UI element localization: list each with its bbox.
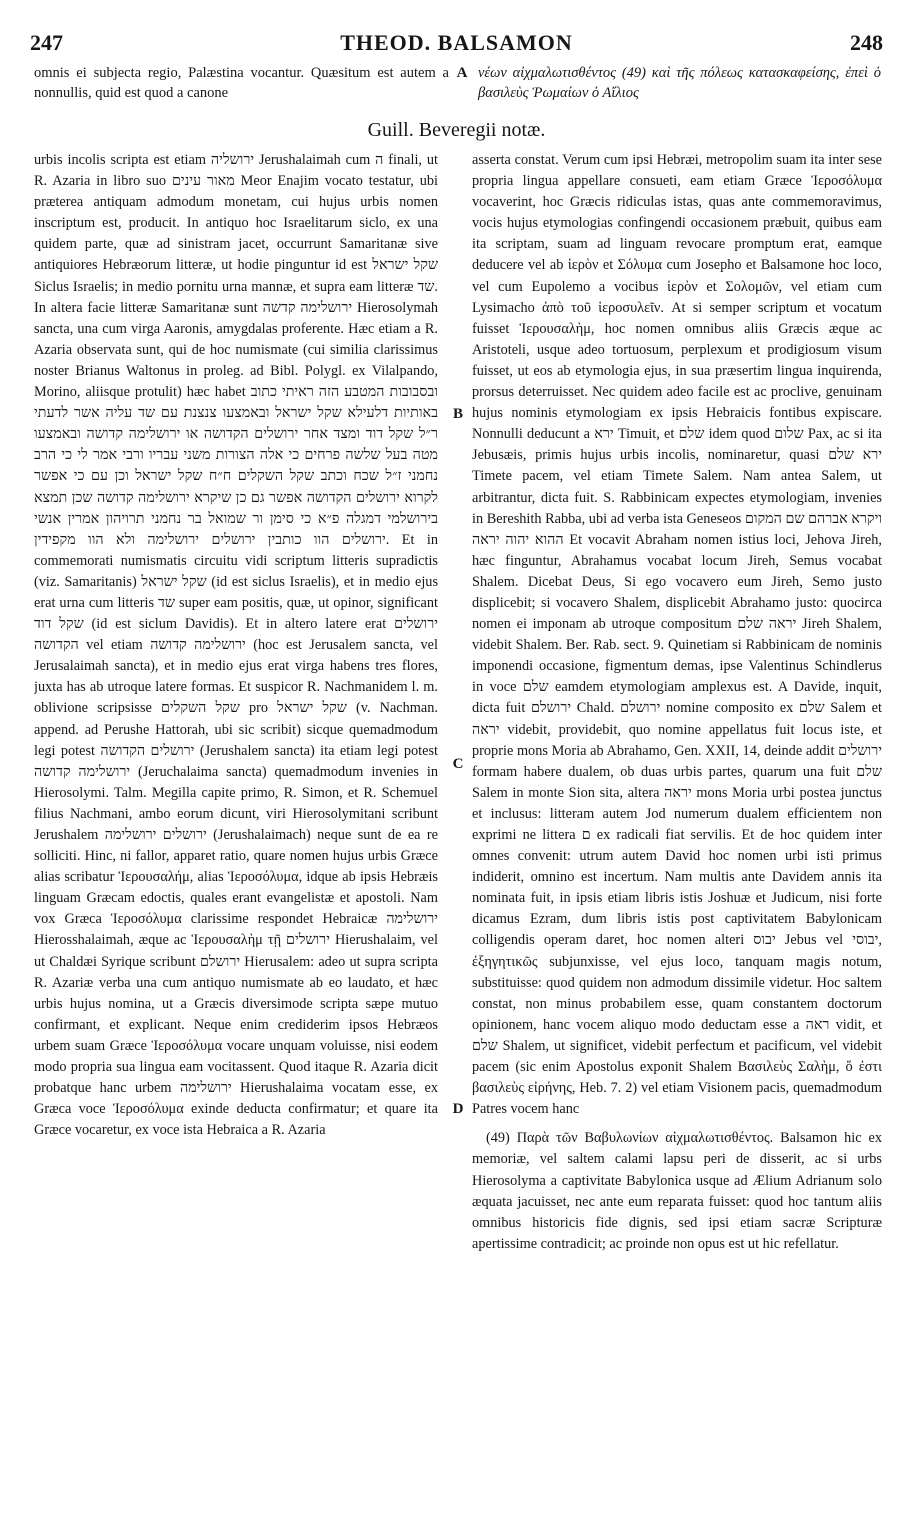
- top-text-block: [34, 63, 881, 109]
- right-page-number: 248: [850, 30, 883, 55]
- footnote-49: (49) Παρὰ τῶν Βαβυλωνίων αἰχμαλωτισθέντος. Balsamon hic ex memoriæ, vel saltem calami lapsu peri de disserit, ac si urbs Hierosolyma a captivitate Babylonica usque ad Ælium Adrianum solo æquata jacuisset, nec ante eum reparata fuisset: quod hoc tantum aliis omnibus historicis fide dignis, sed ipsi etiam sacræ Scripturæ apertissime contradicit; ac proinde non opus est ut hic refellatur.: [472, 1130, 882, 1252]
- section-title: Guill. Beveregii notæ.: [367, 119, 546, 141]
- page-title: THEOD. BALSAMON: [340, 30, 573, 55]
- margin-marker-d: D: [452, 1101, 464, 1117]
- running-header: [30, 30, 883, 60]
- top-right-greek-text: νέων αἰχμαλωτισθέντος (49) καὶ τῆς πόλεως κατασκαφείσης, ἐπεὶ ὁ βασιλεὺς Ῥωμαίων ὁ Αἴλιος: [478, 65, 881, 101]
- right-column: [472, 150, 882, 1455]
- right-column-paragraph: asserta constat. Verum cum ipsi Hebræi, metropolim suam ita inter sese propria lingua appellare consueti, eam etiam Græce Ἱεροσόλυμα vocaverint, hoc Græcis ridiculas istas, quas ante commemoravimus, vocis hujus etymologias confingendi occasionem præbuit, quibus eam ita scriptam, suam ad linguam revocare promptum erat, eamque deducere vel ab ἱερὸν et Σόλυμα cum Josepho et Balsamone hoc loco, vel cum Eupolemo a vocibus ἱερὸν et Σολομῶν, vel etiam cum Lysimacho ἀπὸ τοῦ ἱεροσυλεῖν. At si semper scriptum et vocatum fuisset Ἱερουσαλὴμ, hoc nomen omnibus aliis Græcis æque ac Aristoteli, usque adeo tortuosum, perplexum et prodigiosum visum fuisset, ut eos ab etymologia ejus, in sua præsertim lingua inquirenda, prorsus deterruisset. Nec quidem adeo facile est ac proclive, genuinam hujus nominis etymologiam ex ipsis Hebraicis fontibus expiscare. Nonnulli deducunt a ירא Timuit, et שלם idem quod שלום Pax, ac si ita Jebusæis, primis hujus urbis incolis, nominaretur, quasi ירא שלם Timete pacem, vel etiam Timete Salem. Nam antea Salem, ut arbitrantur, dicta fuit. S. Rabbinicam expectes etymologiam, invenies in Bereshith Rabba, ubi ad verba ista Geneseos ויקרא אברהם שם המקום ההוא יהוה יראה Et vocavit Abraham nomen istius loci, Jehova Jireh, hæc finguntur, Abrahamus vocabat locum Jireh, Semus vocabat Shalem. Dicebat Deus, Si ego vocavero eum Jireh, Semo justo displicebit; si vocavero Shalem, displicebit Abrahamo justo: quocirca nomen ei imponam ab utroque compositum יראה שלם Jireh Shalem, videbit Shalem. Ber. Rab. sect. 9. Quinetiam si Rabbinicam de nominis imponendi occasione, figmentum demas, ipse Valentinus Schindlerus in voce שלם eamdem etymologiam amplexus est. A Davide, inquit, dicta fuit ירושלם Chald. ירושלם nomine composito ex שלם Salem et יראה videbit, providebit, quo nomine appellatus fuit locus iste, et proprie mons Moria ab Abrahamo, Gen. XXII, 14, deinde addit ירושלים formam habere dualem, ob duas urbis partes, quarum una fuit שלם Salem in monte Sion sita, altera יראה mons Moria urbi postea junctus et inclusus: litteram autem Jod numerum dualem efficientem non exprimi ne littera ם ex radicali fiat servilis. Et de hoc quidem inter omnes convenit: utrum autem David hoc nomen urbi isti primus indiderit, omnino est incertum. Nam multis ante Davidem annis ita nominata fuit, in ipsis etiam libris istis Joshuæ et Judicum, nisi forte dicamus Ezram, dum libris istis post captivitatem Babylonicam colligendis operam daret, hoc nomen alteri יבוס Jebus vel יבוסי, ἐξηγητικῶς subjunxisse, vel ejus loco, tanquam magis notum, substituisse: quod quidem non admodum dissimile videtur. Hoc saltem constat, non minus probabilem esse, quam constantem doctorum opinionem, hanc vocem aliquo modo deductam esse a ראה vidit, et שלם Shalem, ut significet, videbit perfectum et pacificum, vel videbit pacem (sic enim Apostolus exponit Shalem Βασιλεὺς Σαλὴμ, ὅ ἐστι βασιλεὺς εἰρήνης, Heb. 7. 2) vel etiam Visionem pacis, quemadmodum Patres vocem hanc: [472, 152, 882, 1118]
- margin-marker-a: A: [456, 65, 468, 81]
- left-column-paragraph: urbis incolis scripta est etiam ירושליה Jerushalaimah cum ה finali, ut R. Azaria in libro suo מאור עינים Meor Enajim vocato testatur, ubi præterea antiquam admodum monetam, cui hujus urbis nomen inscriptum est, producit. In antiquo hoc Israelitarum siclo, ex una quidem parte, quæ ad sinistram jacet, occurrunt Samaritanæ sive antiquiores Hebræorum litteræ, ut hodie pinguntur id est שקל ישראל Siclus Israelis; in medio pornitu urna mannæ, et supra eam litteræ שד. In altera facie litteræ Samaritanæ sunt ירושלימה קדשה Hierosolymah sancta, una cum virga Aaronis, amygdalas proferente. Hæc etiam a R. Azaria observata sunt, qui de hoc numismate (cui similia clarissimus noster Brianus Waltonus in proleg. ad Bibl. Polygl. ex Vilalpando, Morino, aliisque protulit) hæc habet ובסבובות המטבע הזה ראיתי כתוב באותיות דלעילא שקל ישראל ובאמצעו צנצנת עם שד עליה אשר לדעתי ר״ל שקל דוד ומצד אחר ירושלים הקדושה או ירושלימה קדושה ובאמצעו מטה בעל שלשה פרחים כי אלה הצורות משני עבריו ורבי אמר לי כי הרב נחמני ז״ל שכח וכתב שקל השקלים ח״ח שקל ישראל וכן עם כי אפשר לקרוא ירושלים הקדושה אפשר גם כן שיקרא ירושלימה קדושה שכן תמצא בירושלמי דמגלה פ״א כי סימן ור שמואל בר נחמני תרויהון אמרין אנשי ירושלים הוו כותבין ירושלים ירושלימה ולא הוו מקפידין. Et in commemorati numismatis circuitu vidi scriptum litteris supradictis (viz. Samaritanis) שקל ישראל (id est siclus Israelis), et in medio ejus erat urna cum litteris שד super eam positis, quæ, ut opinor, significant שקל דוד (id est siclum Davidis). Et in altero latere erat ירושלים הקדושה vel etiam ירושלימה קדושה (hoc est Jerusalem sancta, vel Jerusalaimah sancta), et in medio ejus erat virga habens tres flores, juxta has ab utroque latere formas. Et suspicor R. Nachmanidem l. m. oblivione scripsisse שקל השקלים pro שקל ישראל (v. Nachman. append. ad Perushe Hattorah, ubi sic scribit) sicque quemadmodum legi potest ירושלים הקדושה (Jerushalem sancta) ita etiam legi potest ירושלימה קדושה (Jeruchalaima sancta) quemadmodum invenies in Hierosolymi. Talm. Megilla capite primo, R. Simon, et R. Schemuel filius Nachmani, ambo eorum dicunt, viri Hierosolymitani scribunt Jerushalem ירושלים ירושלימה (Jerushalaimach) neque sunt de ea re solliciti. Hinc, ni fallor, apparet ratio, quare nomen hujus urbis Græce alias scribatur Ἱερουσαλήμ, alias Ἱεροσόλυμα, idque ab ipsis Hebræis linguam Græcam edoctis, quales erant evangelistæ et apostoli. Nam vox Græca Ἱεροσόλυμα clarissime respondet Hebraicæ ירושלימה Hierosshalaimah, æque ac Ἱερουσαλὴμ τῇ ירושלים Hierushalaim, vel ut Chaldæi Syrique scribunt ירושלם Hierusalem: adeo ut supra scripta R. Azariæ verba una cum antiquo numismate ab eo laudato, et hæc urbis hujus nomina, ut a Græcis diversimode scripta sæpe mutuo confirmant, et explicant. Neque enim crediderim ipsos Hebræos urbem suam Græce Ἱεροσόλυμα vocare unquam voluisse, nisi eodem modo propria sua lingua eam vocitassent. Quod itaque R. Azaria dicit probatque hanc urbem ירושלימה Hierushalaima vocatam esse, ex Græca voce Ἱεροσόλυμα exinde deducta confirmatur; et quare ita Græce vocaretur, ex voce ista Hebraica a R. Azaria: [34, 152, 438, 1139]
- margin-marker-c: C: [452, 756, 464, 772]
- left-page-number: 247: [30, 30, 63, 55]
- top-left-text: omnis ei subjecta regio, Palæstina vocantur. Quæsitum est autem a nonnullis, quid est quod a canone: [34, 65, 449, 101]
- left-column: [34, 150, 438, 1455]
- margin-marker-b: B: [452, 406, 463, 422]
